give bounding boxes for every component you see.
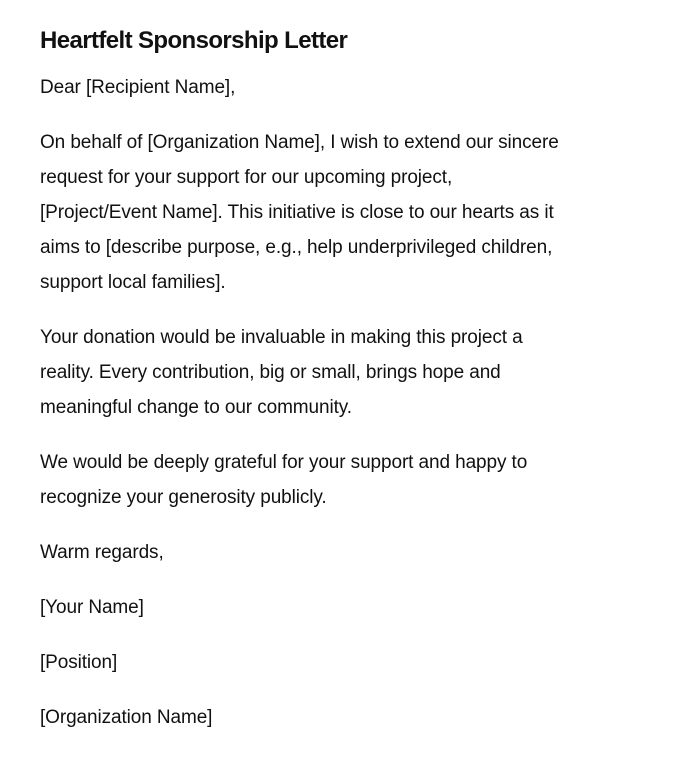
paragraph-line: recognize your generosity publicly. xyxy=(40,487,327,508)
signature-organization: [Organization Name] xyxy=(40,707,213,728)
signature-position: [Position] xyxy=(40,652,118,673)
closing: Warm regards, xyxy=(40,542,164,563)
paragraph-line: We would be deeply grateful for your support and happy to xyxy=(40,452,528,473)
paragraph-gratitude xyxy=(40,445,680,515)
paragraph-line: [Project/Event Name]. This initiative is close to our hearts as it xyxy=(40,202,554,223)
salutation: Dear [Recipient Name], xyxy=(40,77,236,98)
paragraph-line: On behalf of [Organization Name], I wish to extend our sincere xyxy=(40,132,559,153)
paragraph-line: Your donation would be invaluable in making this project a xyxy=(40,327,523,348)
paragraph-line: aims to [describe purpose, e.g., help underprivileged children, xyxy=(40,237,553,258)
paragraph-line: support local families]. xyxy=(40,272,226,293)
paragraph-line: request for your support for our upcoming project, xyxy=(40,167,453,188)
paragraph-line: reality. Every contribution, big or small, brings hope and xyxy=(40,362,501,383)
letter-title: Heartfelt Sponsorship Letter xyxy=(40,27,348,54)
paragraph-intro xyxy=(40,125,680,300)
paragraph-line: meaningful change to our community. xyxy=(40,397,352,418)
paragraph-donation xyxy=(40,320,680,425)
letter-document xyxy=(40,24,680,755)
signature-name: [Your Name] xyxy=(40,597,144,618)
